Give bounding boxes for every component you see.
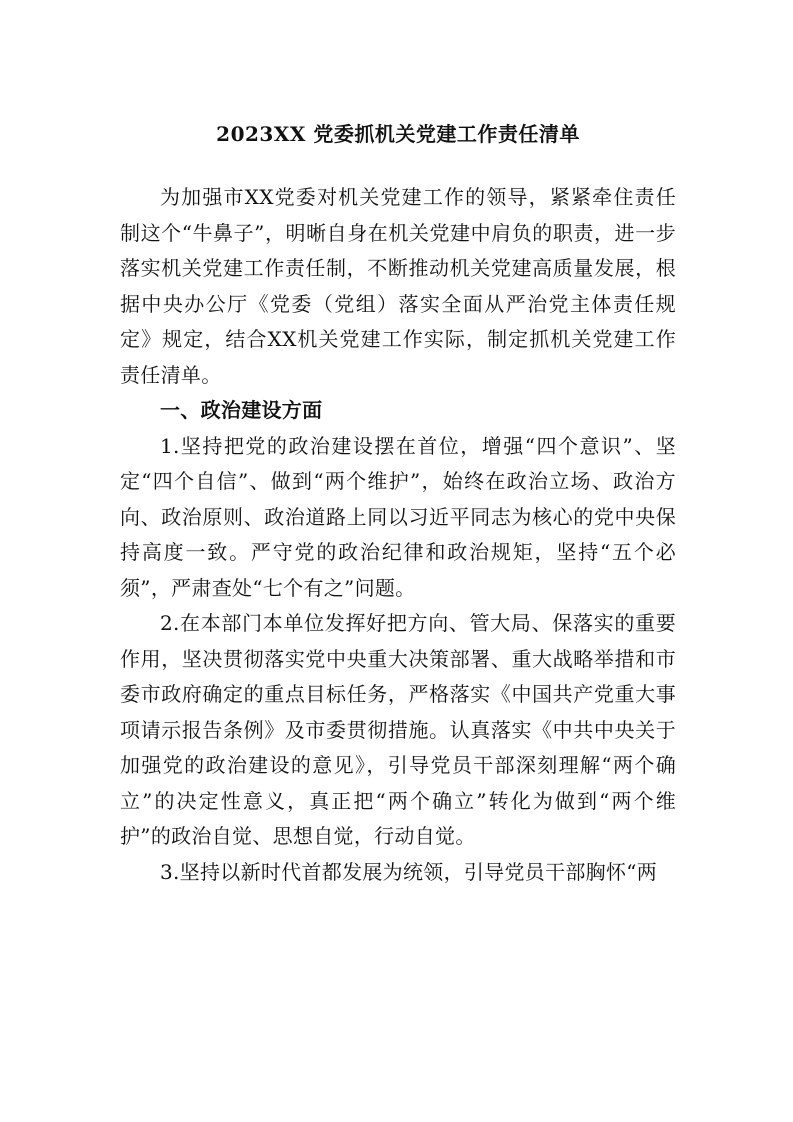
section-heading-political-construction: 一、政治建设方面 — [160, 398, 323, 422]
item-paragraph-1: 1.坚持把党的政治建设摆在首位，增强“四个意识”、坚定“四个自信”、做到“两个维护”，始终在政治立场、政治方向、政治原则、政治道路上同以习近平同志为核心的党中央保持高度一致。严守党的政治纪律和政治规矩，坚持“五个必须”，严肃查处“七个有之”问题。 — [120, 433, 676, 600]
intro-paragraph: 为加强市XX党委对机关党建工作的领导，紧紧牵住责任制这个“牛鼻子”，明晰自身在机关党建中肩负的职责，进一步落实机关党建工作责任制，不断推动机关党建高质量发展，根据中央办公厅《党委（党组）落实全面从严治党主体责任规定》规定，结合XX机关党建工作实际，制定抓机关党建工作责任清单。 — [120, 185, 676, 387]
document-body — [120, 180, 676, 890]
document-title: 2023XX 党委抓机关党建工作责任清单 — [216, 122, 580, 146]
item-paragraph-2: 2.在本部门本单位发挥好把方向、管大局、保落实的重要作用，坚决贯彻落实党中央重大决策部署、重大战略举措和市委市政府确定的重点目标任务，严格落实《中国共产党重大事项请示报告条例》及市委贯彻措施。认真落实《中共中央关于加强党的政治建设的意见》，引导党员干部深刻理解“两个确立”的决定性意义，真正把“两个确立”转化为做到“两个维护”的政治自觉、思想自觉，行动自觉。 — [120, 611, 676, 848]
item-paragraph-3: 3.坚持以新时代首都发展为统领，引导党员干部胸怀“两 — [160, 859, 658, 884]
